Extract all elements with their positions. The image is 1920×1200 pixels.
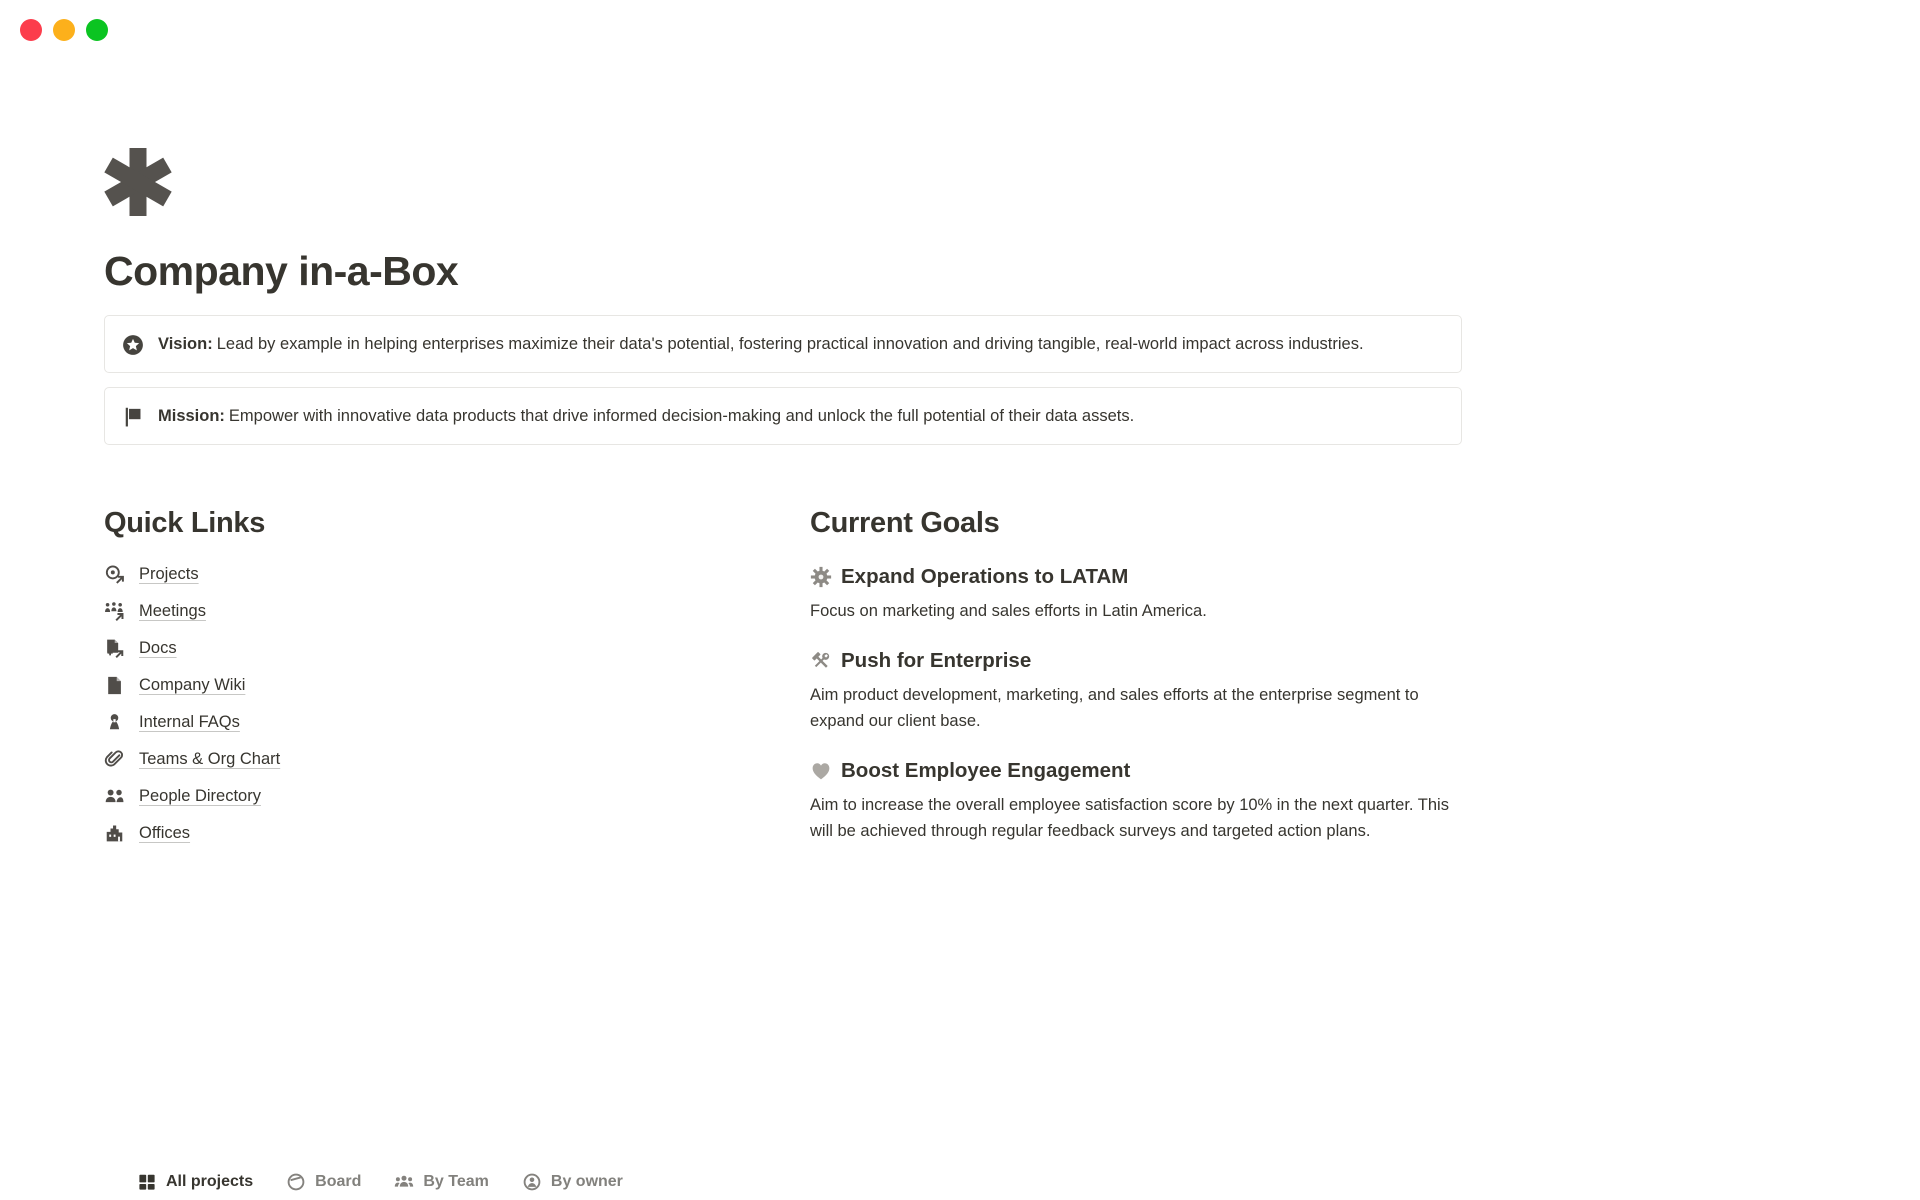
goal-title: Expand Operations to LATAM — [841, 565, 1129, 588]
quick-link-label[interactable]: Internal FAQs — [139, 713, 240, 731]
quick-link-item[interactable] — [104, 778, 810, 815]
quick-link-label[interactable]: Teams & Org Chart — [139, 750, 281, 768]
goal-description: Focus on marketing and sales efforts in Latin America. — [810, 602, 1207, 620]
doc-plus-arrow-icon — [104, 638, 125, 659]
vision-callout — [104, 315, 1462, 373]
people-arrow-icon — [104, 601, 125, 622]
current-goals-section — [810, 507, 1462, 852]
window-controls — [20, 19, 108, 41]
board-circle-icon — [286, 1172, 306, 1192]
quick-link-item[interactable] — [104, 741, 810, 778]
mission-label: Mission: — [158, 407, 225, 425]
view-tab-label: By Team — [423, 1173, 489, 1190]
quick-link-item[interactable] — [104, 630, 810, 667]
goal-item — [810, 649, 1462, 734]
quick-link-label[interactable]: Company Wiki — [139, 676, 246, 694]
view-tab-by-owner[interactable] — [522, 1172, 623, 1192]
goal-item — [810, 565, 1462, 624]
gear-icon — [810, 566, 832, 588]
quick-links-heading: Quick Links — [104, 507, 266, 539]
view-tabs — [137, 1172, 623, 1192]
mission-text: Mission: Empower with innovative data products that drive informed decision-making and unlock the full potential of their data assets. — [158, 407, 1135, 425]
goal-title-row — [810, 759, 1462, 783]
view-tab-board[interactable] — [286, 1172, 361, 1192]
mission-callout — [104, 387, 1462, 445]
target-arrow-icon — [104, 564, 125, 585]
goal-title: Push for Enterprise — [841, 649, 1032, 672]
close-window-button[interactable] — [20, 19, 42, 41]
view-tab-all-projects[interactable] — [137, 1172, 253, 1192]
two-people-icon — [104, 786, 125, 807]
goal-description: Aim product development, marketing, and sales efforts at the enterprise segment to expand our client base. — [810, 686, 1419, 730]
goal-description: Aim to increase the overall employee satisfaction score by 10% in the next quarter. This will be achieved through regular feedback surveys and targeted action plans. — [810, 796, 1449, 840]
quick-link-item[interactable] — [104, 556, 810, 593]
view-tab-label: By owner — [550, 1173, 623, 1190]
current-goals-heading: Current Goals — [810, 507, 1000, 539]
page-icon — [104, 675, 125, 696]
grid-icon — [137, 1172, 157, 1192]
page-title: Company in-a-Box — [104, 248, 459, 294]
quick-links-section — [104, 507, 810, 852]
view-tab-by-team[interactable] — [394, 1172, 489, 1192]
quick-link-label[interactable]: Projects — [139, 565, 199, 583]
quick-link-item[interactable] — [104, 704, 810, 741]
quick-link-label[interactable]: Docs — [139, 639, 177, 657]
quick-link-label[interactable]: Meetings — [139, 602, 206, 620]
asterisk-icon[interactable] — [104, 147, 172, 217]
view-tab-label: All projects — [166, 1173, 254, 1190]
view-tab-label: Board — [315, 1173, 362, 1190]
quick-link-item[interactable] — [104, 815, 810, 852]
goal-title-row — [810, 565, 1462, 589]
quick-link-item[interactable] — [104, 667, 810, 704]
quick-link-label[interactable]: People Directory — [139, 787, 261, 805]
quick-links-list — [104, 556, 810, 852]
vision-text: Vision: Lead by example in helping enterprises maximize their data's potential, fostering practical innovation and driving tangible, real-world impact across industries. — [158, 335, 1364, 353]
keyhole-person-icon — [104, 712, 125, 733]
flag-icon — [122, 406, 144, 428]
goals-list — [810, 565, 1462, 844]
vision-label: Vision: — [158, 335, 213, 353]
owner-circle-icon — [522, 1172, 542, 1192]
star-circle-icon — [122, 334, 144, 356]
goal-item — [810, 759, 1462, 844]
quick-link-item[interactable] — [104, 593, 810, 630]
goal-title-row — [810, 649, 1462, 673]
goal-title: Boost Employee Engagement — [841, 759, 1131, 782]
heart-icon — [810, 760, 832, 782]
paperclip-icon — [104, 749, 125, 770]
minimize-window-button[interactable] — [53, 19, 75, 41]
tools-icon — [810, 650, 832, 672]
building-icon — [104, 823, 125, 844]
quick-link-label[interactable]: Offices — [139, 824, 191, 842]
team-icon — [394, 1172, 414, 1192]
